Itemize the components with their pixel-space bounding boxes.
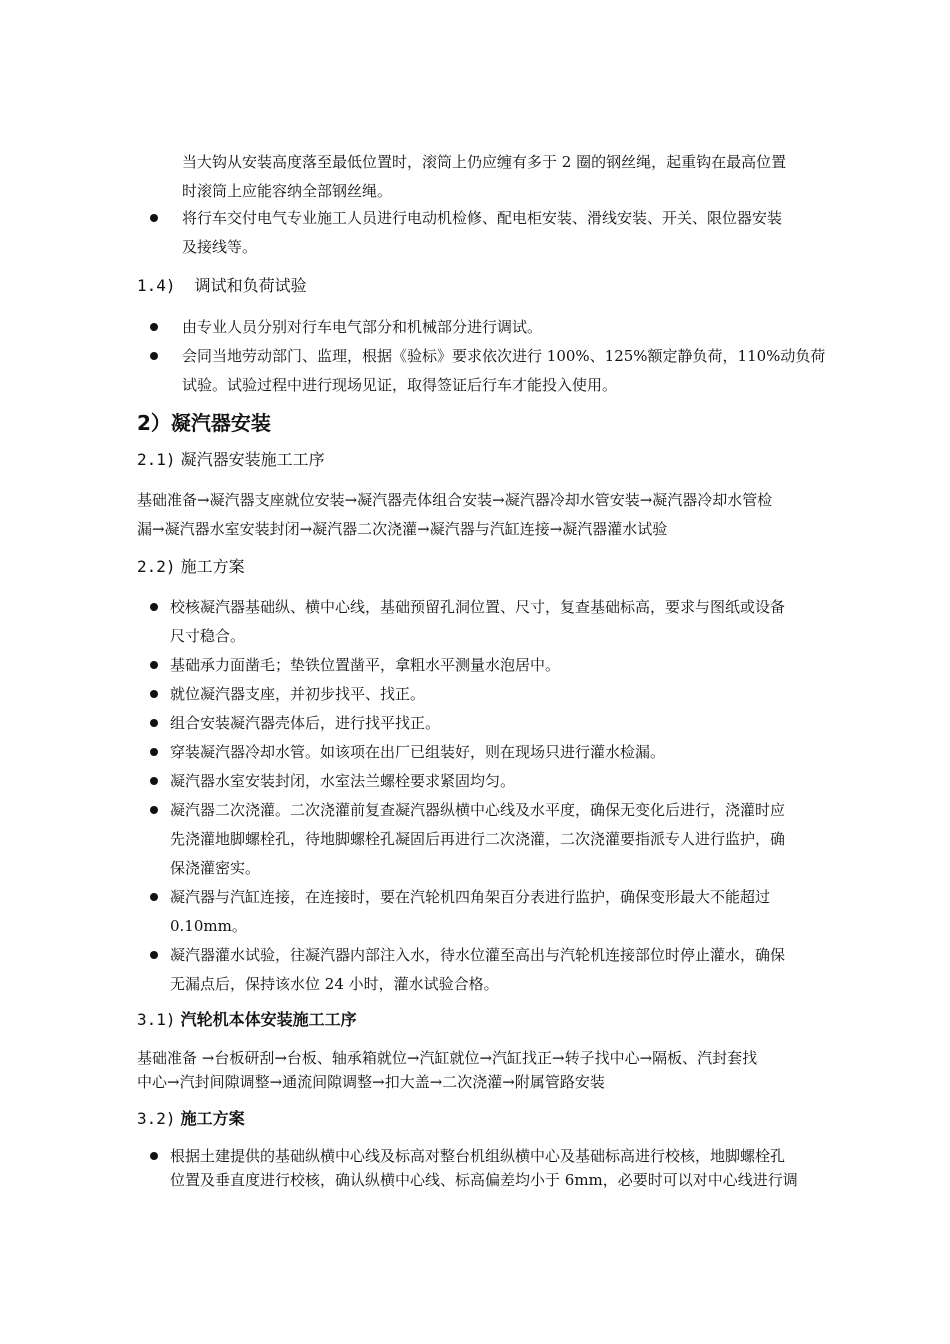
bullet-icon [150, 951, 158, 959]
bullet-text: 穿装凝汽器冷却水管。如该项在出厂已组装好，则在现场只进行灌水检漏。 [170, 743, 666, 761]
bullet-icon [150, 214, 158, 222]
section-number: 2.2) [137, 557, 176, 576]
bullet-text: 基础承力面凿毛；垫铁位置凿平，拿粗水平测量水泡居中。 [170, 656, 561, 674]
bullet-icon [150, 719, 158, 727]
section-heading-2-2 [137, 557, 245, 577]
paragraph-line: 时滚筒上应能容纳全部钢丝绳。 [182, 182, 393, 200]
bullet-text: 组合安装凝汽器壳体后，进行找平找正。 [170, 714, 441, 732]
flow-line: 基础准备→凝汽器支座就位安装→凝汽器壳体组合安装→凝汽器冷却水管安装→凝汽器冷却水管检 [137, 491, 773, 509]
section-title: 汽轮机本体安装施工工序 [180, 1010, 357, 1029]
section-heading-3-2 [137, 1109, 245, 1129]
bullet-icon [150, 893, 158, 901]
bullet-icon [150, 690, 158, 698]
bullet-text: 尺寸稳合。 [170, 627, 246, 645]
bullet-icon [150, 352, 158, 360]
bullet-text: 凝汽器灌水试验，往凝汽器内部注入水，待水位灌至高出与汽轮机连接部位时停止灌水，确保 [170, 946, 786, 964]
bullet-icon [150, 323, 158, 331]
bullet-icon [150, 806, 158, 814]
bullet-text: 校核凝汽器基础纵、横中心线，基础预留孔洞位置、尺寸，复查基础标高，要求与图纸或设备 [170, 598, 786, 616]
section-title: 凝汽器安装施工工序 [180, 450, 325, 469]
section-heading-2: 2）凝汽器安装 [137, 411, 271, 435]
bullet-text: 先浇灌地脚螺栓孔，待地脚螺栓孔凝固后再进行二次浇灌，二次浇灌要指派专人进行监护，确 [170, 830, 786, 848]
bullet-text: 0.10mm。 [170, 917, 247, 935]
section-number: 2.1) [137, 450, 176, 469]
bullet-text: 位置及垂直度进行校核，确认纵横中心线、标高偏差均小于 6mm，必要时可以对中心线进行调 [170, 1171, 798, 1189]
bullet-icon [150, 748, 158, 756]
bullet-text: 将行车交付电气专业施工人员进行电动机检修、配电柜安装、滑线安装、开关、限位器安装 [182, 209, 783, 227]
bullet-icon [150, 603, 158, 611]
bullet-text: 凝汽器水室安装封闭，水室法兰螺栓要求紧固均匀。 [170, 772, 516, 790]
flow-line: 中心→汽封间隙调整→通流间隙调整→扣大盖→二次浇灌→附属管路安装 [137, 1073, 605, 1091]
bullet-text: 凝汽器二次浇灌。二次浇灌前复查凝汽器纵横中心线及水平度，确保无变化后进行，浇灌时应 [170, 801, 786, 819]
paragraph-line: 当大钩从安装高度落至最低位置时，滚筒上仍应缠有多于 2 圈的钢丝绳，起重钩在最高位置 [182, 153, 787, 171]
section-number: 3.1) [137, 1010, 176, 1029]
flow-line: 基础准备 →台板研刮→台板、轴承箱就位→汽缸就位→汽缸找正→转子找中心→隔板、汽封套找 [137, 1049, 758, 1067]
bullet-text: 会同当地劳动部门、监理，根据《验标》要求依次进行 100%、125%额定静负荷，110%动负荷 [182, 347, 826, 365]
section-number: 3.2) [137, 1109, 176, 1128]
bullet-icon [150, 1152, 158, 1160]
section-title: 调试和负荷试验 [194, 276, 307, 295]
bullet-text: 及接线等。 [182, 238, 258, 256]
section-title: 施工方案 [180, 1109, 245, 1128]
section-heading-2-1 [137, 450, 325, 470]
flow-line: 漏→凝汽器水室安装封闭→凝汽器二次浇灌→凝汽器与汽缸连接→凝汽器灌水试验 [137, 520, 668, 538]
section-heading-3-1 [137, 1010, 357, 1030]
section-heading-1-4 [137, 276, 307, 296]
bullet-text: 保浇灌密实。 [170, 859, 261, 877]
bullet-text: 试验。试验过程中进行现场见证，取得签证后行车才能投入使用。 [182, 376, 618, 394]
bullet-text: 无漏点后，保持该水位 24 小时，灌水试验合格。 [170, 975, 499, 993]
section-title: 施工方案 [180, 557, 245, 576]
bullet-text: 根据土建提供的基础纵横中心线及标高对整台机组纵横中心及基础标高进行校核，地脚螺栓孔 [170, 1147, 786, 1165]
section-number: 1.4) [137, 276, 176, 295]
bullet-icon [150, 777, 158, 785]
bullet-icon [150, 661, 158, 669]
bullet-text: 就位凝汽器支座，并初步找平、找正。 [170, 685, 426, 703]
bullet-text: 凝汽器与汽缸连接，在连接时，要在汽轮机四角架百分表进行监护，确保变形最大不能超过 [170, 888, 771, 906]
bullet-text: 由专业人员分别对行车电气部分和机械部分进行调试。 [182, 318, 543, 336]
